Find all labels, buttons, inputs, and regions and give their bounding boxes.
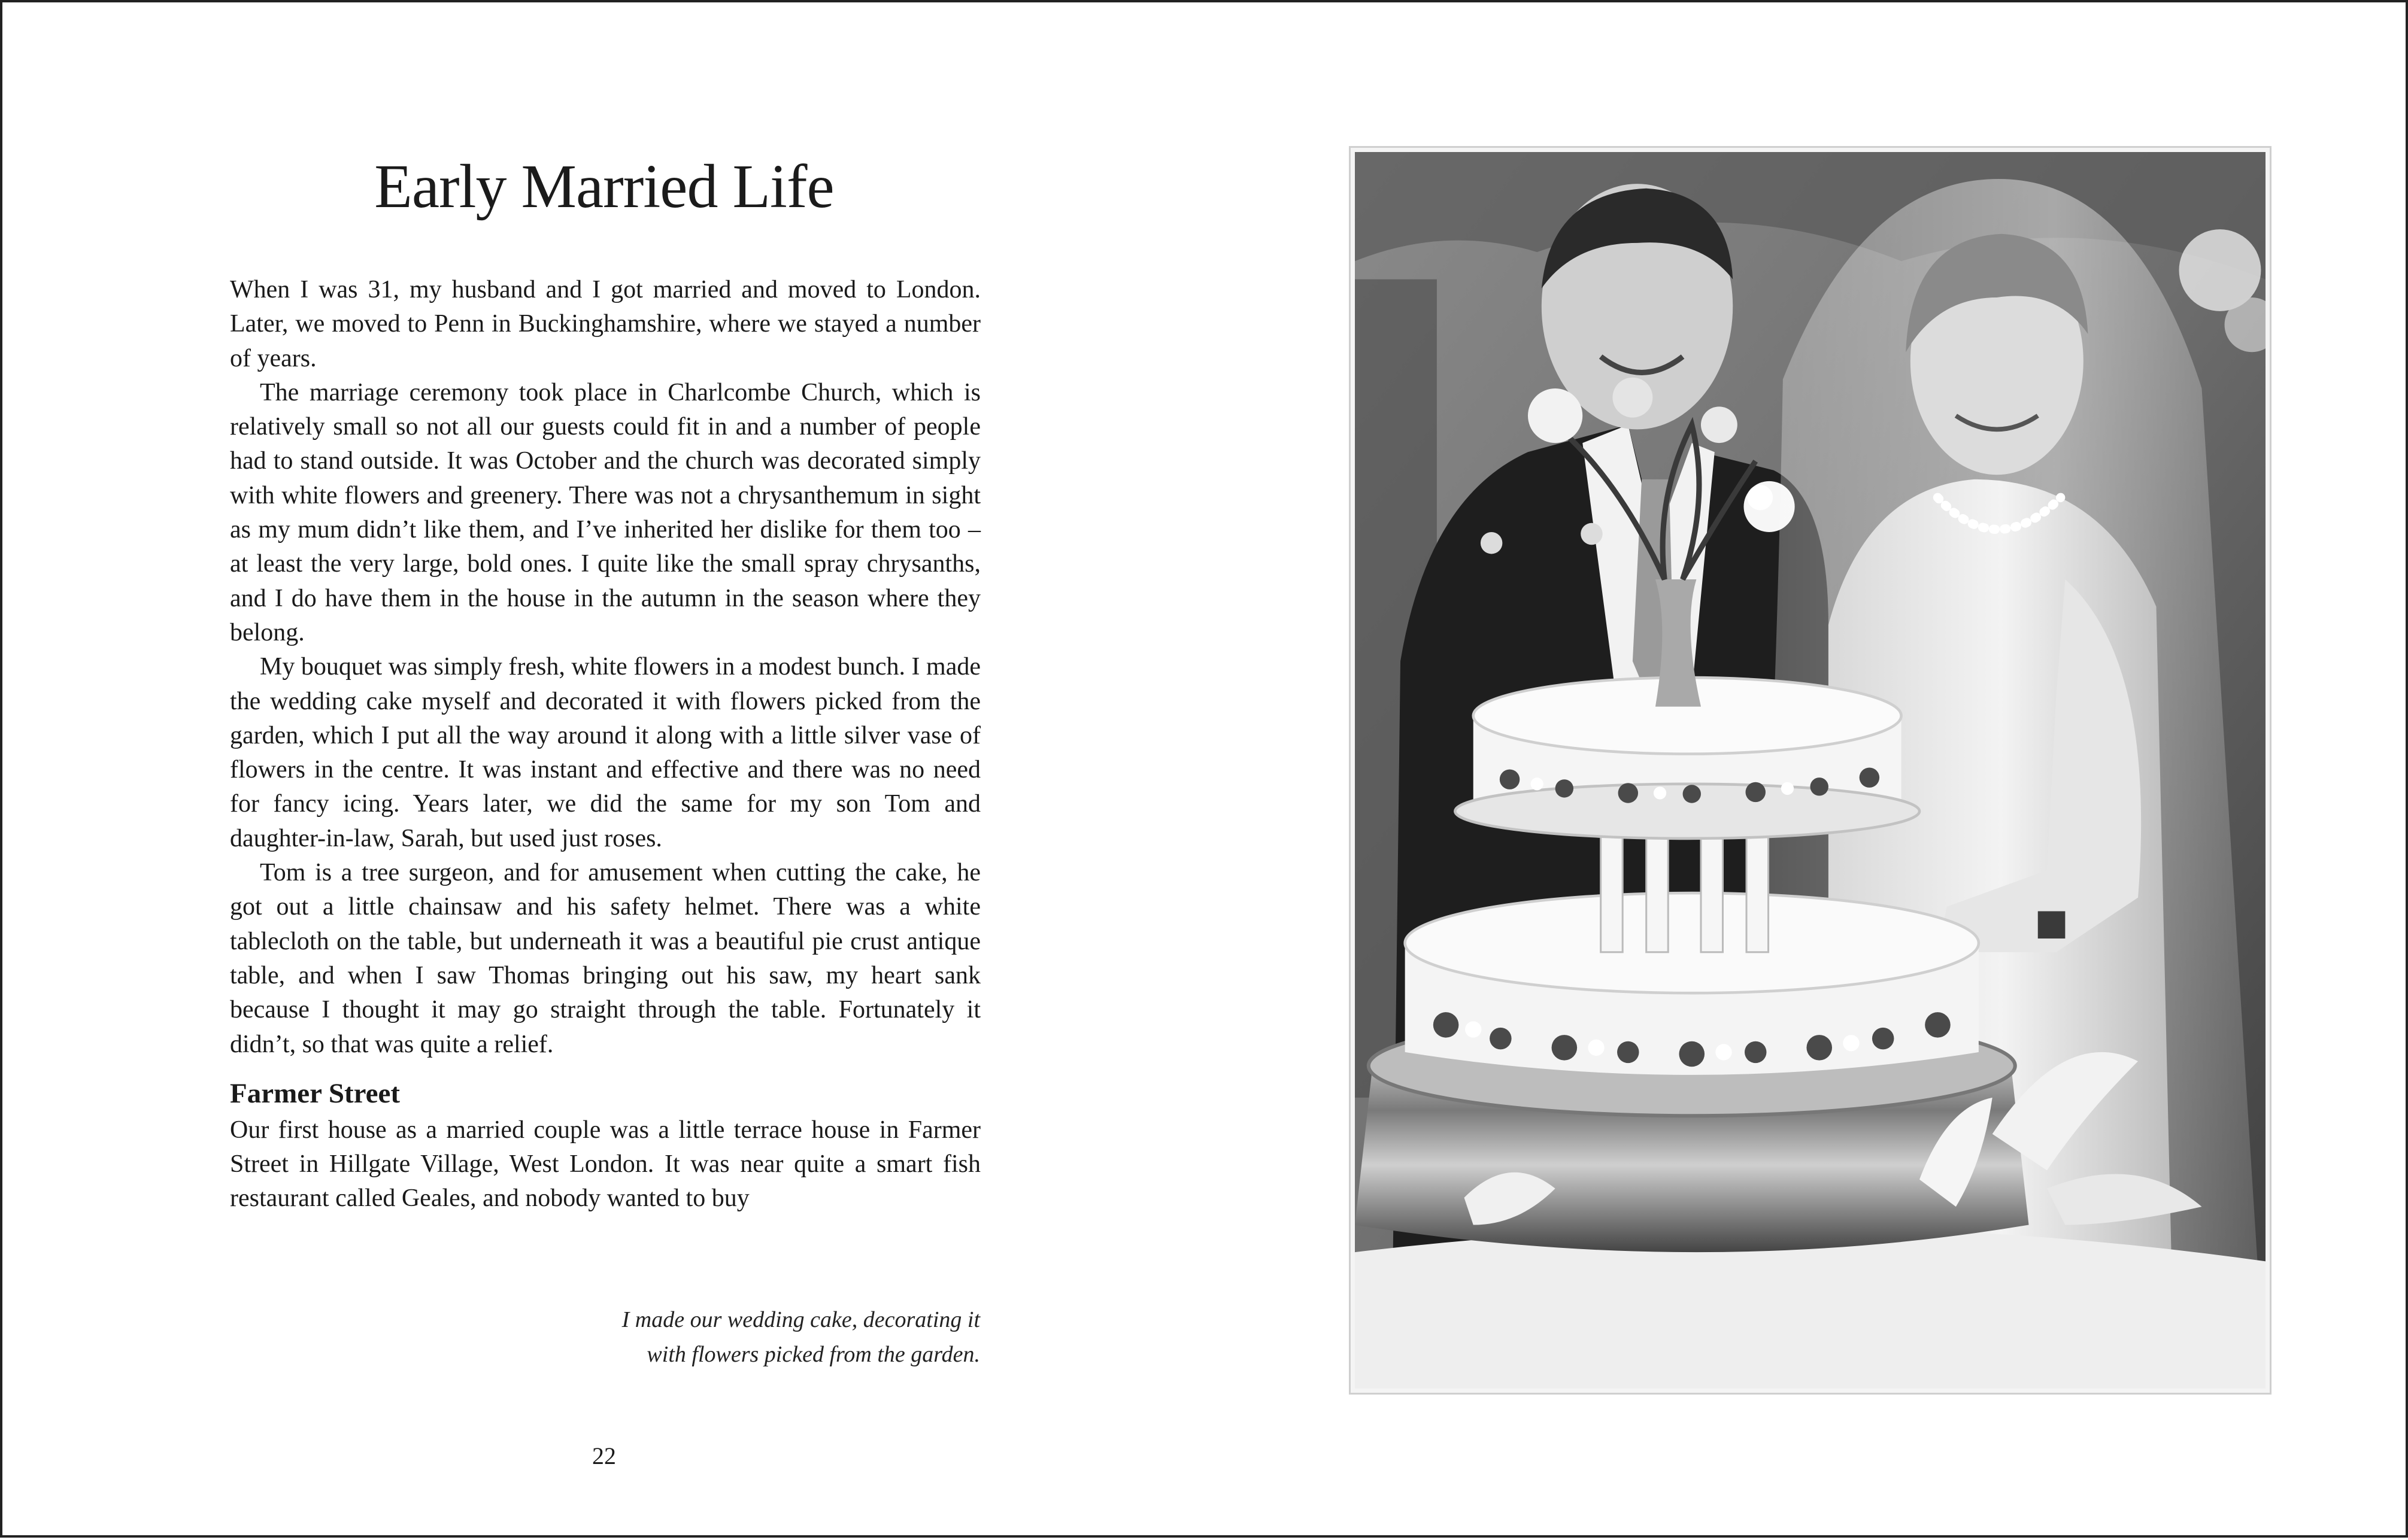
paragraph-3: My bouquet was simply fresh, white flowers in a modest bunch. I made the wedding cake myself and decorated it with flowers picked from the garden, which I put all the way around it along with a little silver vase of flowers in the centre. It was instant and effective and there was no need for fancy icing. Years later, we did the same for my son Tom and daughter-in-law, Sarah, but used just roses. [230,653,981,852]
paragraph-2: The marriage ceremony took place in Charlcombe Church, which is relatively small so not all our guests could fit in and a number of people had to stand outside. It was October and the church was decorated simply with white flowers and greenery. There was not a chrysanthemum in sight as my mum didn’t like them, and I’ve inherited her dislike for them too – at least the very large, bold ones. I quite like the small spray chrysanths, and I do have them in the house in the autumn in the season where they belong. [230,378,981,646]
paragraph-1: When I was 31, my husband and I got married and moved to London. Later, we moved to Penn in Buckinghamshire, where we stayed a number of years. [230,276,981,372]
section-heading: Farmer Street [230,1077,401,1109]
paragraph-4: Tom is a tree surgeon, and for amusement when cutting the cake, he got out a little chainsaw and his safety helmet. There was a white tablecloth on the table, but underneath it was a beautiful pie crust antique table, and when I saw Thomas bringing out his saw, my heart sank because I thought it may go straight through the table. Fortunately it didn’t, so that was quite a relief. [230,859,981,1058]
page-number: 22 [592,1442,616,1469]
caption-line-2: with flowers picked from the garden. [647,1342,980,1367]
wedding-photo [1355,152,2266,1389]
photo-caption [441,1302,980,1372]
left-page [2,2,1206,1540]
body-text [230,273,981,1216]
chapter-title: Early Married Life [374,152,834,221]
section-paragraph: Our first house as a married couple was a little terrace house in Farmer Street in Hillgate Village, West London. It was near quite a smart fish restaurant called Geales, and nobody wanted to buy [230,1116,981,1213]
caption-line-1: I made our wedding cake, decorating it [621,1307,980,1332]
right-page [1206,2,2408,1540]
photo-frame [1349,146,2271,1395]
